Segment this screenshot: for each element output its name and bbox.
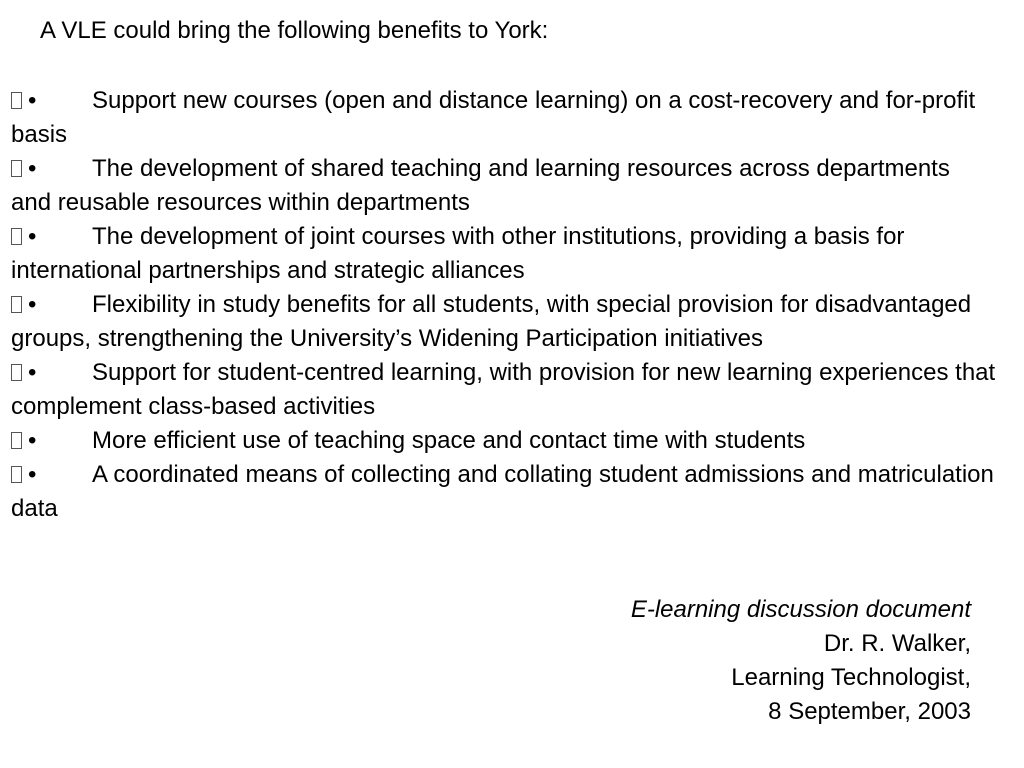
document-title: E-learning discussion document <box>630 596 971 623</box>
bullet-icon: • <box>28 291 37 318</box>
intro-text: A VLE could bring the following benefits to York: <box>40 17 549 44</box>
benefit-text: The development of shared teaching and learning resources across departments and reusable resources within departments <box>11 155 950 216</box>
author-role: Learning Technologist, <box>731 664 971 691</box>
list-item <box>11 424 996 458</box>
missing-glyph-icon <box>11 296 22 313</box>
benefit-text: Flexibility in study benefits for all students, with special provision for disadvantaged groups, strengthening the University’s Widening Participation initiatives <box>11 291 972 352</box>
list-item <box>11 356 996 424</box>
bullet-icon: • <box>28 359 37 386</box>
signature-block <box>631 593 971 729</box>
list-item <box>11 458 996 526</box>
missing-glyph-icon <box>11 228 22 245</box>
author-name: Dr. R. Walker, <box>823 630 971 657</box>
benefits-list <box>11 84 996 526</box>
missing-glyph-icon <box>11 92 22 109</box>
benefit-text: More efficient use of teaching space and contact time with students <box>92 427 806 454</box>
benefit-text: Support for student-centred learning, with provision for new learning experiences that complement class-based activities <box>11 359 996 420</box>
missing-glyph-icon <box>11 160 22 177</box>
list-item <box>11 288 996 356</box>
bullet-icon: • <box>28 155 37 182</box>
benefit-text: Support new courses (open and distance learning) on a cost-recovery and for-profit basis <box>11 87 976 148</box>
bullet-icon: • <box>28 461 37 488</box>
list-item <box>11 84 996 152</box>
missing-glyph-icon <box>11 364 22 381</box>
list-item <box>11 152 996 220</box>
list-item <box>11 220 996 288</box>
bullet-icon: • <box>28 427 37 454</box>
benefit-text: The development of joint courses with other institutions, providing a basis for international partnerships and strategic alliances <box>11 223 905 284</box>
missing-glyph-icon <box>11 432 22 449</box>
missing-glyph-icon <box>11 466 22 483</box>
bullet-icon: • <box>28 223 37 250</box>
document-date: 8 September, 2003 <box>768 698 971 725</box>
benefit-text: A coordinated means of collecting and collating student admissions and matriculation data <box>11 461 994 522</box>
bullet-icon: • <box>28 87 37 114</box>
